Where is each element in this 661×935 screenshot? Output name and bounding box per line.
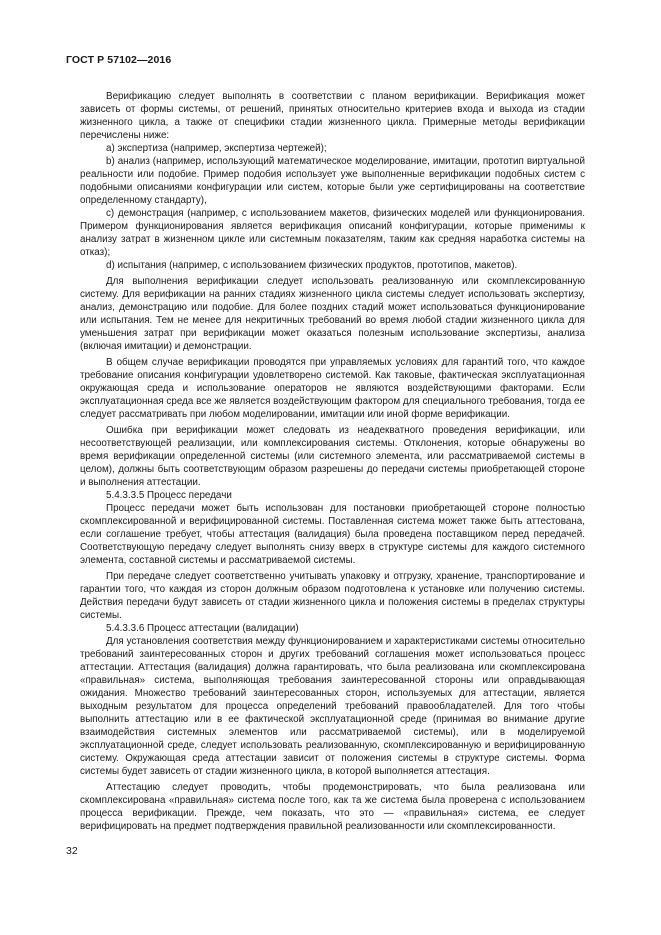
list-item: c) демонстрация (например, с использованием макетов, физических моделей или функционирования. Примером функционирования является верификация описаний конфигурации, которые применимы к анализу затрат в жизненном цикле или системным показателям, таким как средняя наработка системы на отказ); — [80, 208, 585, 258]
page-number: 32 — [66, 845, 78, 857]
paragraph: При передаче следует соответственно учитывать упаковку и отгрузку, хранение, транспортирование и гарантии того, что каждая из сторон должным образом подготовлена к установке или получению системы. Действия передачи будут зависеть от стадии жизненного цикла и положения системы в пределах структуры системы. — [80, 571, 585, 621]
section-heading: 5.4.3.3.6 Процесс аттестации (валидации) — [106, 623, 299, 634]
section-heading: 5.4.3.3.5 Процесс передачи — [106, 490, 232, 501]
paragraph: Для установления соответствия между функционированием и характеристиками системы относительно требований заинтересованных сторон и других требований соглашения может использоваться процесс аттестации. Аттестация (валидация) должна гарантировать, что была реализована или скомплексирована «правильная» система, выполняющая требования заинтересованной стороны или оправдывающая ожидания. Множество требований заинтересованных сторон, используемых для аттестации, является выходным результатом для процесса определений требований правообладателей. Для того чтобы выполнить аттестацию или в ее фактической эксплуатационной среде (принимая во внимание другие взаимодействия системных элементов или рассматриваемой системы), или в моделируемой эксплуатационной среде, следует использовать реализованную, скомплексированную и верифицированную систему. Окружающая среда аттестации зависит от положения системы в структуре системы. Форма системы будет зависеть от стадии жизненного цикла, в которой выполняется аттестация. — [80, 636, 585, 777]
paragraph: В общем случае верификации проводятся при управляемых условиях для гарантий того, что каждое требование описания конфигурации удовлетворено системой. Как таковые, фактическая эксплуатационная окружающая среда и использование операторов не являются воздействующими факторами. Если эксплуатационная среда все же является воздействующим фактором для специального требования, тогда ее следует рассматривать при любом моделировании, имитации или иной форме верификации. — [80, 357, 585, 420]
paragraph: Для выполнения верификации следует использовать реализованную или скомплексированную систему. Для верификации на ранних стадиях жизненного цикла системы следует использовать экспертизу, анализ, демонстрацию или подобие. Для более поздних стадий может использоваться функционирование или испытания. Тем не менее для некритичных требований во время любой стадии жизненного цикла для уменьшения затрат при верификации может оказаться полезным использование экспертизы, анализа (включая имитации) и демонстрации. — [80, 276, 585, 352]
paragraph: Аттестацию следует проводить, чтобы продемонстрировать, что была реализована или скомплексирована «правильная» система после того, как та же система была проверена с использованием процесса верификации. Прежде, чем показать, что это — «правильная» система, ее следует верифицировать на предмет подтверждения правильной реализованности или скомплексированности. — [80, 782, 585, 832]
document-body — [80, 90, 585, 833]
paragraph: Верификацию следует выполнять в соответствии с планом верификации. Верификация может зависеть от формы системы, от решений, принятых относительно критериев входа и выхода из стадии жизненного цикла, а также от специфики стадии жизненного цикла. Примерные методы верификации перечислены ниже: — [80, 91, 585, 141]
document-header: ГОСТ Р 57102—2016 — [66, 54, 172, 66]
paragraph: Ошибка при верификации может следовать из неадекватного проведения верификации, или несоответствующей реализации, или комплексирования системы. Отклонения, которые обнаружены во время верификации определенной системы (или системного элемента, или рассматриваемой системы в целом), должны быть соответствующим образом разрешены до передачи системы приобретающей стороне и выполнения аттестации. — [80, 425, 585, 488]
paragraph: Процесс передачи может быть использован для постановки приобретающей стороне полностью скомплексированной и верифицированной системы. Поставленная система может также быть аттестована, если соглашение требует, чтобы аттестация (валидация) была проведена поставщиком перед передачей. Соответствующую передачу следует выполнять снизу вверх в структуре системы для каждого системного элемента, составной системы и рассматриваемой системы. — [80, 503, 585, 566]
list-item: b) анализ (например, использующий математическое моделирование, имитации, прототип виртуальной реальности или подобие. Пример подобия использует уже выполненные верификации подобных систем с подобными описаниями конфигурации или систем, которые были уже сертифицированы на соответствие определенному стандарту), — [80, 156, 585, 206]
list-item: a) экспертиза (например, экспертиза чертежей); — [106, 143, 327, 154]
list-item: d) испытания (например, с использованием физических продуктов, прототипов, макетов). — [106, 260, 518, 271]
